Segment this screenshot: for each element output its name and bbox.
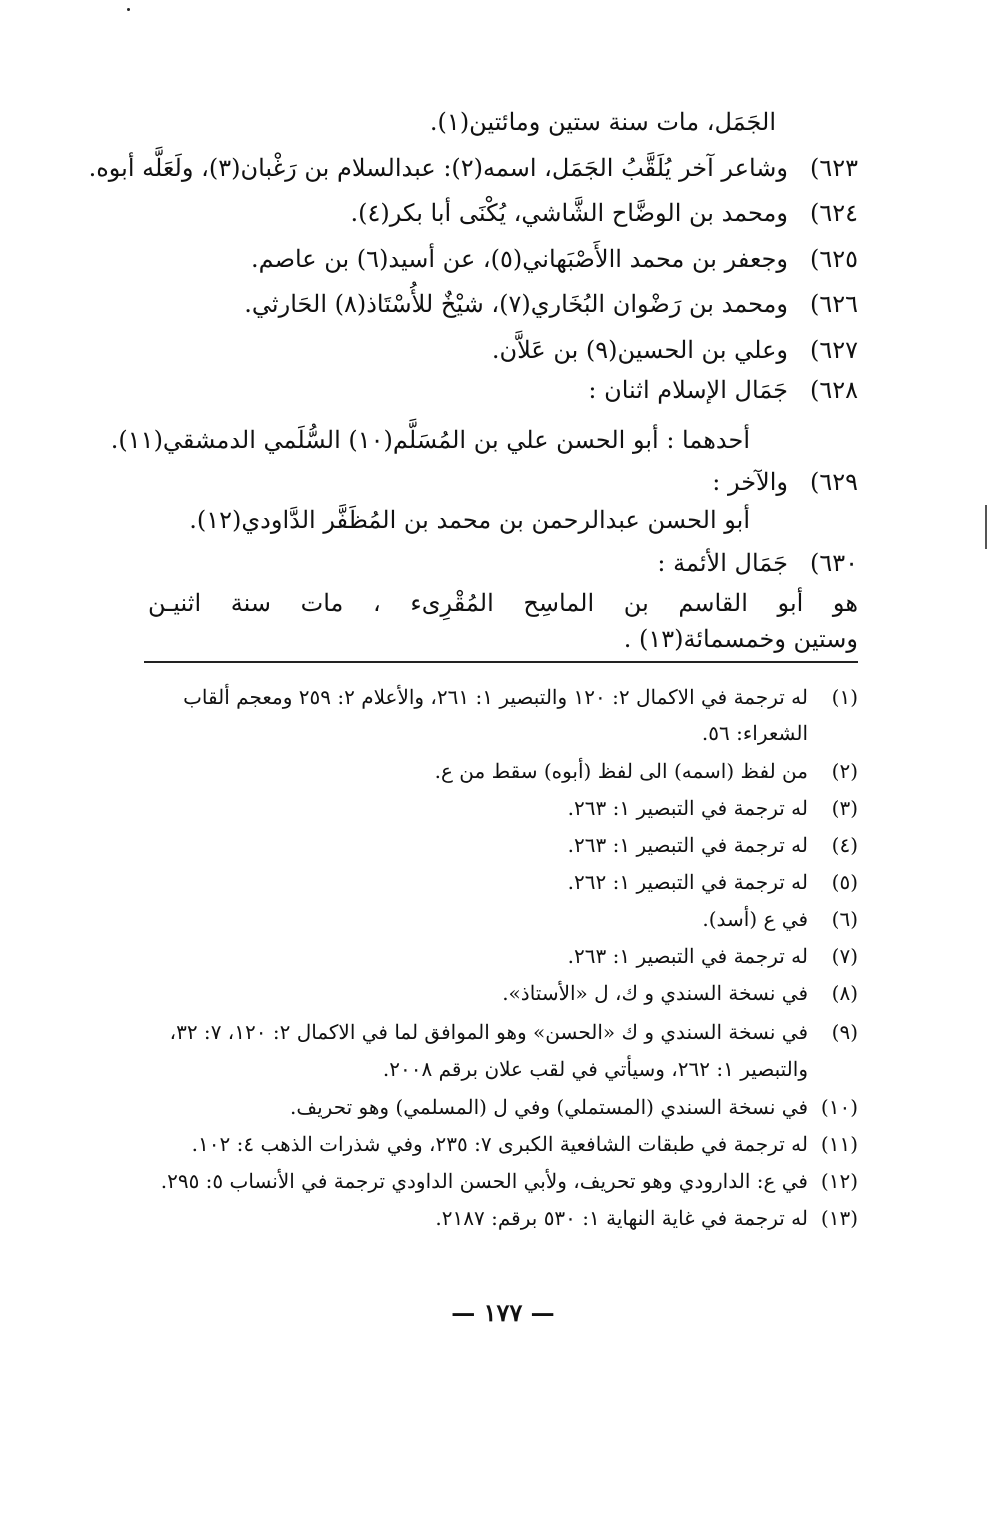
footnote-number: (٦) (831, 907, 858, 931)
entry-630-body-end (624, 619, 858, 659)
footnote-9-cont (383, 1053, 808, 1085)
footnote-1-cont (702, 717, 808, 749)
footnote-text: له ترجمة في التبصير ١: ٢٦٣. (567, 796, 808, 820)
entry-text: جَمَال الإسلام اثنان : (588, 376, 788, 404)
footnote-number: (١١) (820, 1132, 858, 1156)
footnote-text: له ترجمة في الاكمال ٢: ١٢٠ والتبصير ١: ٢٦١، والأعلام ٢: ٢٥٩ ومعجم ألقاب (183, 685, 808, 709)
entry-627 (492, 330, 858, 370)
entry-626 (244, 284, 858, 324)
footnote-number: (٩) (831, 1020, 858, 1044)
footnote-text: من لفظ (اسمه) الى لفظ (أبوه) سقط من ع. (434, 759, 808, 783)
entry-text: الجَمَل، مات سنة ستين ومائتين(١). (429, 108, 776, 136)
entry-630 (657, 543, 858, 583)
entry-continuation-line (430, 102, 776, 142)
footnote-text: له ترجمة في التبصير ١: ٢٦٣. (567, 833, 808, 857)
entry-623 (89, 148, 858, 188)
entry-text: وستين وخمسمائة(١٣) . (623, 625, 858, 653)
entry-629 (712, 462, 858, 502)
footnote-number: (٣) (831, 796, 858, 820)
entry-text: وشاعر آخر يُلَقَّبُ الجَمَل، اسمه(٢): عبدالسلام بن رَغْبان(٣)، ولَعَلَّه أبوه. (88, 154, 788, 182)
entry-number: ٦٢٣) (809, 154, 858, 182)
footnote-separator (144, 661, 858, 663)
entry-628-first (111, 420, 750, 460)
footnote-8 (502, 977, 858, 1009)
footnote-9 (170, 1016, 858, 1048)
footnote-10 (290, 1091, 858, 1123)
entry-629-name (189, 500, 750, 540)
entry-text: أبو الحسن عبدالرحمن بن محمد بن المُظَفَّر الدَّاودي(١٢). (189, 506, 750, 534)
entry-number: ٦٢٥) (809, 245, 858, 273)
footnote-4 (568, 829, 858, 861)
footnote-5 (568, 866, 858, 898)
entry-text: أحدهما : أبو الحسن علي بن المُسَلَّم(١٠) السُّلَمي الدمشقي(١١). (110, 426, 750, 454)
footnote-text: في نسخة السندي و ك «الحسن» وهو الموافق لما في الاكمال ٢: ١٢٠، ٧: ٣٢، (169, 1020, 808, 1044)
footnote-number: (٢) (831, 759, 858, 783)
footnote-number: (٧) (831, 944, 858, 968)
entry-number: ٦٣٠) (809, 549, 858, 577)
entry-text: وجعفر بن محمد االأَصْبَهاني(٥)، عن أسيد(٦) بن عاصم. (250, 245, 788, 273)
entry-630-body (148, 583, 858, 623)
entry-text: جَمَال الأئمة : (657, 549, 788, 577)
footnote-1 (183, 681, 858, 713)
entry-text: والآخر : (712, 468, 788, 496)
footnote-7 (568, 940, 858, 972)
entry-number: ٦٢٧) (809, 336, 858, 364)
entry-text: وعلي بن الحسين(٩) بن عَلاَّن. (491, 336, 788, 364)
entry-624 (350, 193, 858, 233)
entry-number: ٦٢٨) (809, 376, 858, 404)
footnote-text: في نسخة السندي (المستملي) وفي ل (المسلمي) وهو تحريف. (290, 1095, 808, 1119)
entry-text: ومحمد بن الوضَّاح الشَّاشي، يُكْنَى أبا بكر(٤). (350, 199, 788, 227)
footnote-6 (702, 903, 858, 935)
footnote-text: له ترجمة في غاية النهاية ١: ٥٣٠ برقم: ٢١٨٧. (435, 1206, 808, 1230)
footnote-number: (٤) (831, 833, 858, 857)
entry-number: ٦٢٤) (809, 199, 858, 227)
footnote-text: في ع (أسد). (702, 907, 808, 931)
margin-mark (985, 505, 987, 549)
entry-text: هو أبو القاسم بن الماسِح المُقْرِىء ، مات سنة اثنيـن (148, 589, 858, 617)
footnote-text: له ترجمة في التبصير ١: ٢٦٣. (567, 944, 808, 968)
footnote-text: في ع: الدارودي وهو تحريف، ولأبي الحسن الداودي ترجمة في الأنساب ٥: ٢٩٥. (160, 1169, 808, 1193)
footnote-text: في نسخة السندي و ك، ل «الأستاذ». (502, 981, 808, 1005)
footnote-number: (٥) (831, 870, 858, 894)
footnote-text: والتبصير ١: ٢٦٢، وسيأتي في لقب علان برقم ٢٠٠٨. (382, 1057, 808, 1081)
footnote-text: له ترجمة في طبقات الشافعية الكبرى ٧: ٢٣٥، وفي شذرات الذهب ٤: ١٠٢. (191, 1132, 808, 1156)
entry-number: ٦٢٩) (809, 468, 858, 496)
footnote-text: له ترجمة في التبصير ١: ٢٦٢. (567, 870, 808, 894)
footnote-number: (٨) (831, 981, 858, 1005)
entry-625 (251, 239, 858, 279)
footnote-number: (١٣) (820, 1206, 858, 1230)
footnote-3 (568, 792, 858, 824)
footnote-text: الشعراء: ٥٦. (701, 721, 808, 745)
entry-628 (588, 370, 858, 410)
footnote-13 (435, 1202, 858, 1234)
page-number: — ١٧٧ — (451, 1298, 555, 1327)
footnote-11 (192, 1128, 858, 1160)
footnote-2 (435, 755, 858, 787)
scan-speck (127, 8, 130, 11)
footnote-number: (١٠) (820, 1095, 858, 1119)
entry-text: ومحمد بن رَضْوان البُخَاري(٧)، شيْخٌ للأُسْتَاذ(٨) الحَارثي. (244, 290, 788, 318)
footnote-12 (161, 1165, 858, 1197)
entry-number: ٦٢٦) (809, 290, 858, 318)
footnote-number: (١) (831, 685, 858, 709)
footnote-number: (١٢) (820, 1169, 858, 1193)
